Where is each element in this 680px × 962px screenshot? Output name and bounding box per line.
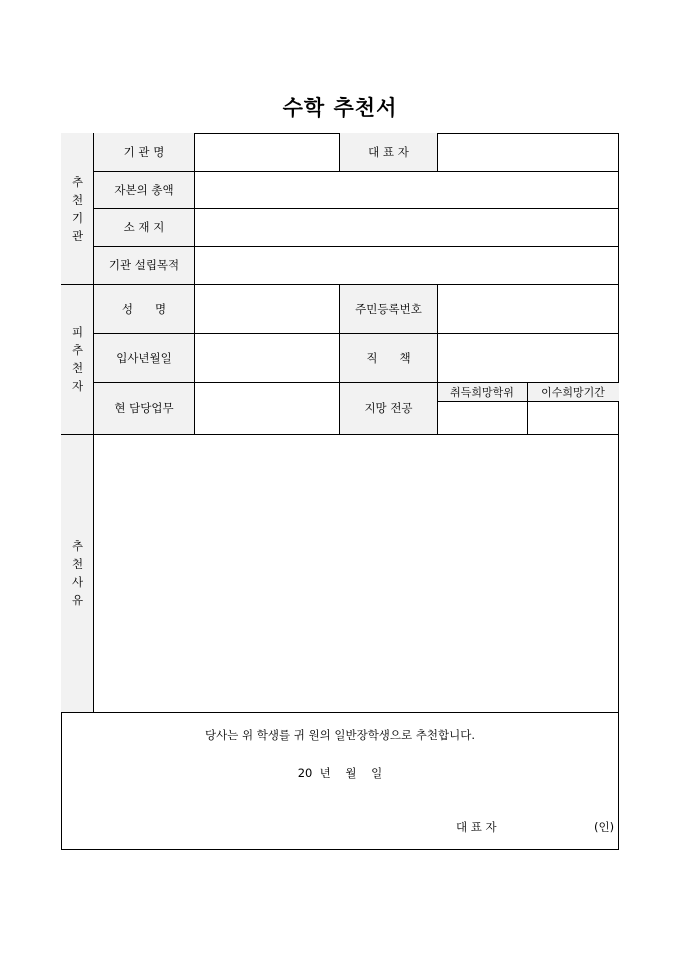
label-current-duty: 현 담당업무 [114, 401, 174, 415]
capital-field[interactable] [195, 172, 618, 208]
purpose-field[interactable] [195, 247, 618, 284]
label-org-name: 기 관 명 [123, 145, 165, 159]
representative-signature-label: 대 표 자 [456, 820, 497, 834]
name-field[interactable] [195, 285, 339, 333]
degree-field[interactable] [438, 402, 527, 434]
location-field[interactable] [195, 209, 618, 246]
section-reason-label: 추 천 사 유 [71, 539, 84, 607]
resident-no-field[interactable] [438, 285, 618, 333]
label-name: 성 명 [121, 301, 167, 316]
label-location: 소 재 지 [123, 220, 165, 234]
label-period: 이수희망기간 [541, 385, 605, 399]
recommendation-statement: 당사는 위 학생를 귀 원의 일반장학생으로 추천합니다. [205, 728, 475, 742]
representative-field[interactable] [438, 134, 618, 171]
date-line: 20 년 월 일 [297, 766, 383, 780]
label-purpose: 기관 설립목적 [108, 258, 180, 272]
org-name-field[interactable] [195, 134, 339, 171]
label-major: 지망 전공 [364, 401, 413, 415]
period-field[interactable] [528, 402, 618, 434]
section-recommendee-label: 피 추 천 자 [71, 325, 84, 393]
section-recommender-label: 추 천 기 관 [71, 174, 84, 243]
seal-mark: (인) [594, 820, 615, 834]
page-title: 수학 추천서 [282, 96, 398, 120]
label-resident-no: 주민등록번호 [355, 301, 422, 316]
label-capital: 자본의 총액 [114, 182, 174, 197]
label-degree: 취득희망학위 [450, 385, 514, 399]
reason-field[interactable] [95, 435, 618, 712]
join-date-field[interactable] [195, 334, 339, 382]
position-field[interactable] [438, 334, 618, 382]
current-duty-field[interactable] [195, 383, 339, 434]
label-join-date: 입사년월일 [116, 350, 172, 365]
label-position: 직 책 [366, 350, 411, 365]
label-representative: 대 표 자 [368, 145, 409, 159]
